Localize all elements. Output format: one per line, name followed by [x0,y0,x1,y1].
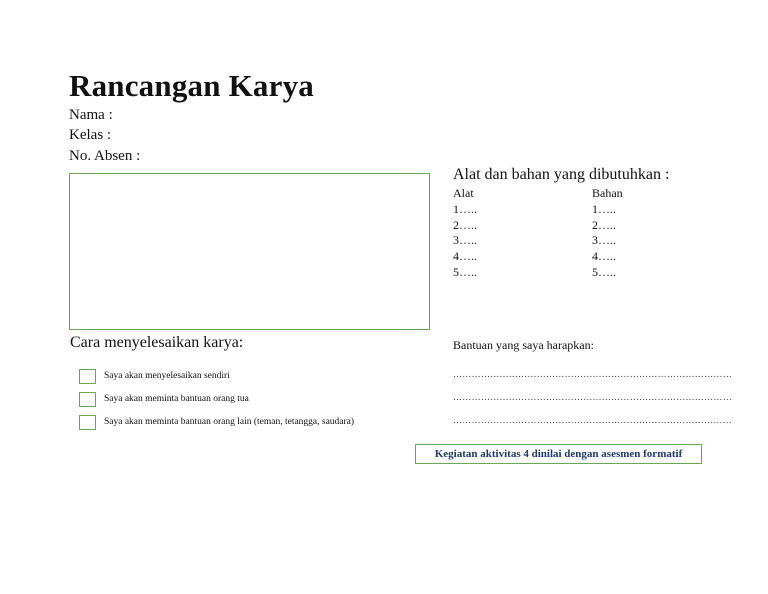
tools-heading: Alat dan bahan yang dibutuhkan : [453,166,670,183]
alat-item: 4….. [453,249,477,263]
bahan-item: 2….. [592,218,616,232]
bahan-item: 5….. [592,265,616,279]
checkbox[interactable] [79,369,96,384]
bahan-item: 3….. [592,233,616,247]
dotted-line: ……………………………………………………………………………… [453,415,732,425]
option-label: Saya akan meminta bantuan orang tua [104,394,249,404]
dotted-line: ……………………………………………………………………………… [453,369,732,379]
drawing-area[interactable] [69,173,430,330]
alat-item: 1….. [453,202,477,216]
absen-field: No. Absen : [69,148,141,164]
alat-item: 5….. [453,265,477,279]
option-row [79,368,230,384]
option-row [79,414,354,430]
dotted-line: ……………………………………………………………………………… [453,392,732,402]
checkbox[interactable] [79,415,96,430]
bahan-item: 1….. [592,202,616,216]
kelas-field: Kelas : [69,127,112,143]
bahan-header: Bahan [592,186,623,200]
option-label: Saya akan menyelesaikan sendiri [104,371,230,381]
option-label: Saya akan meminta bantuan orang lain (teman, tetangga, saudara) [104,417,355,427]
page-title: Rancangan Karya [69,68,314,103]
nama-field: Nama : [69,107,113,123]
option-row [79,391,249,407]
alat-header: Alat [453,186,474,200]
cara-heading: Cara menyelesaikan karya: [70,334,244,351]
bahan-item: 4….. [592,249,616,263]
alat-item: 3….. [453,233,477,247]
checkbox[interactable] [79,392,96,407]
bantuan-heading: Bantuan yang saya harapkan: [453,338,594,352]
assessment-note: Kegiatan aktivitas 4 dinilai dengan asesmen formatif [415,444,702,464]
alat-item: 2….. [453,218,477,232]
